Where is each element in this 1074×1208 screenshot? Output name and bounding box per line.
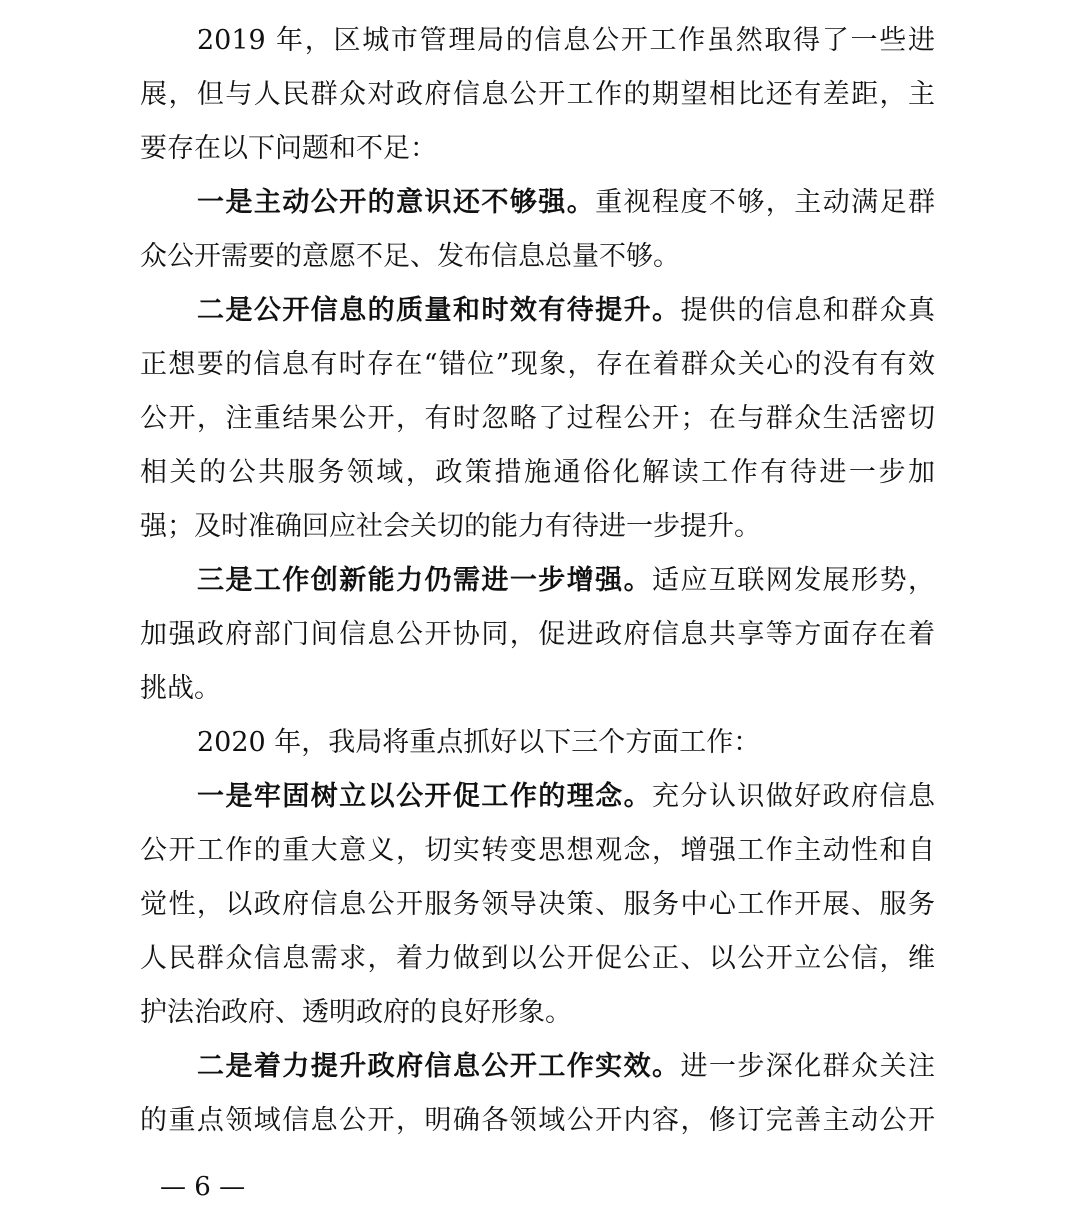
bold-heading: 三是工作创新能力仍需进一步增强。 [197,565,653,596]
line-text: 众公开需要的意愿不足、发布信息总量不够。 [140,241,680,272]
line-text: 进一步深化群众关注 [680,1051,936,1082]
text-line [140,1040,935,1094]
line-text: 的重点领域信息公开，明确各领域公开内容，修订完善主动公开 [140,1105,935,1136]
text-line [140,824,935,878]
text-line [140,14,935,68]
line-text: 公开，注重结果公开，有时忽略了过程公开；在与群众生活密切 [140,403,935,434]
line-text: 充分认识做好政府信息 [652,781,936,812]
text-line [140,176,935,230]
text-line [140,446,935,500]
text-line [140,284,935,338]
text-line [140,338,935,392]
text-line [140,986,935,1040]
text-line [140,1094,935,1148]
line-text: 护法治政府、透明政府的良好形象。 [140,997,572,1028]
text-line [140,392,935,446]
page-number: — 6 — [160,1172,246,1202]
text-line [140,554,935,608]
bold-heading: 一是牢固树立以公开促工作的理念。 [197,781,653,812]
bold-heading: 二是着力提升政府信息公开工作实效。 [197,1051,681,1082]
document-body [140,14,935,1148]
text-line [140,716,935,770]
line-text: 挑战。 [140,673,221,704]
line-text: 2020 年，我局将重点抓好以下三个方面工作： [197,727,761,758]
line-text: 公开工作的重大意义，切实转变思想观念，增强工作主动性和自 [140,835,935,866]
text-line [140,230,935,284]
line-text: 人民群众信息需求，着力做到以公开促公正、以公开立公信，维 [140,943,935,974]
text-line [140,68,935,122]
line-text: 正想要的信息有时存在“错位”现象，存在着群众关心的没有有效 [140,349,935,380]
line-text: 强；及时准确回应社会关切的能力有待进一步提升。 [140,511,761,542]
line-text: 觉性，以政府信息公开服务领导决策、服务中心工作开展、服务 [140,889,935,920]
line-text: 要存在以下问题和不足： [140,133,437,164]
text-line [140,770,935,824]
line-text: 2019 年，区城市管理局的信息公开工作虽然取得了一些进 [197,25,935,56]
bold-heading: 二是公开信息的质量和时效有待提升。 [197,295,681,326]
text-line [140,932,935,986]
text-line [140,878,935,932]
line-text: 提供的信息和群众真 [680,295,936,326]
bold-heading: 一是主动公开的意识还不够强。 [197,187,596,218]
text-line [140,608,935,662]
line-text: 相关的公共服务领域，政策措施通俗化解读工作有待进一步加 [140,457,935,488]
line-text: 展，但与人民群众对政府信息公开工作的期望相比还有差距，主 [140,79,935,110]
line-text: 适应互联网发展形势， [652,565,936,596]
text-line [140,500,935,554]
text-line [140,122,935,176]
text-line [140,662,935,716]
line-text: 重视程度不够，主动满足群 [595,187,936,218]
line-text: 加强政府部门间信息公开协同，促进政府信息共享等方面存在着 [140,619,935,650]
